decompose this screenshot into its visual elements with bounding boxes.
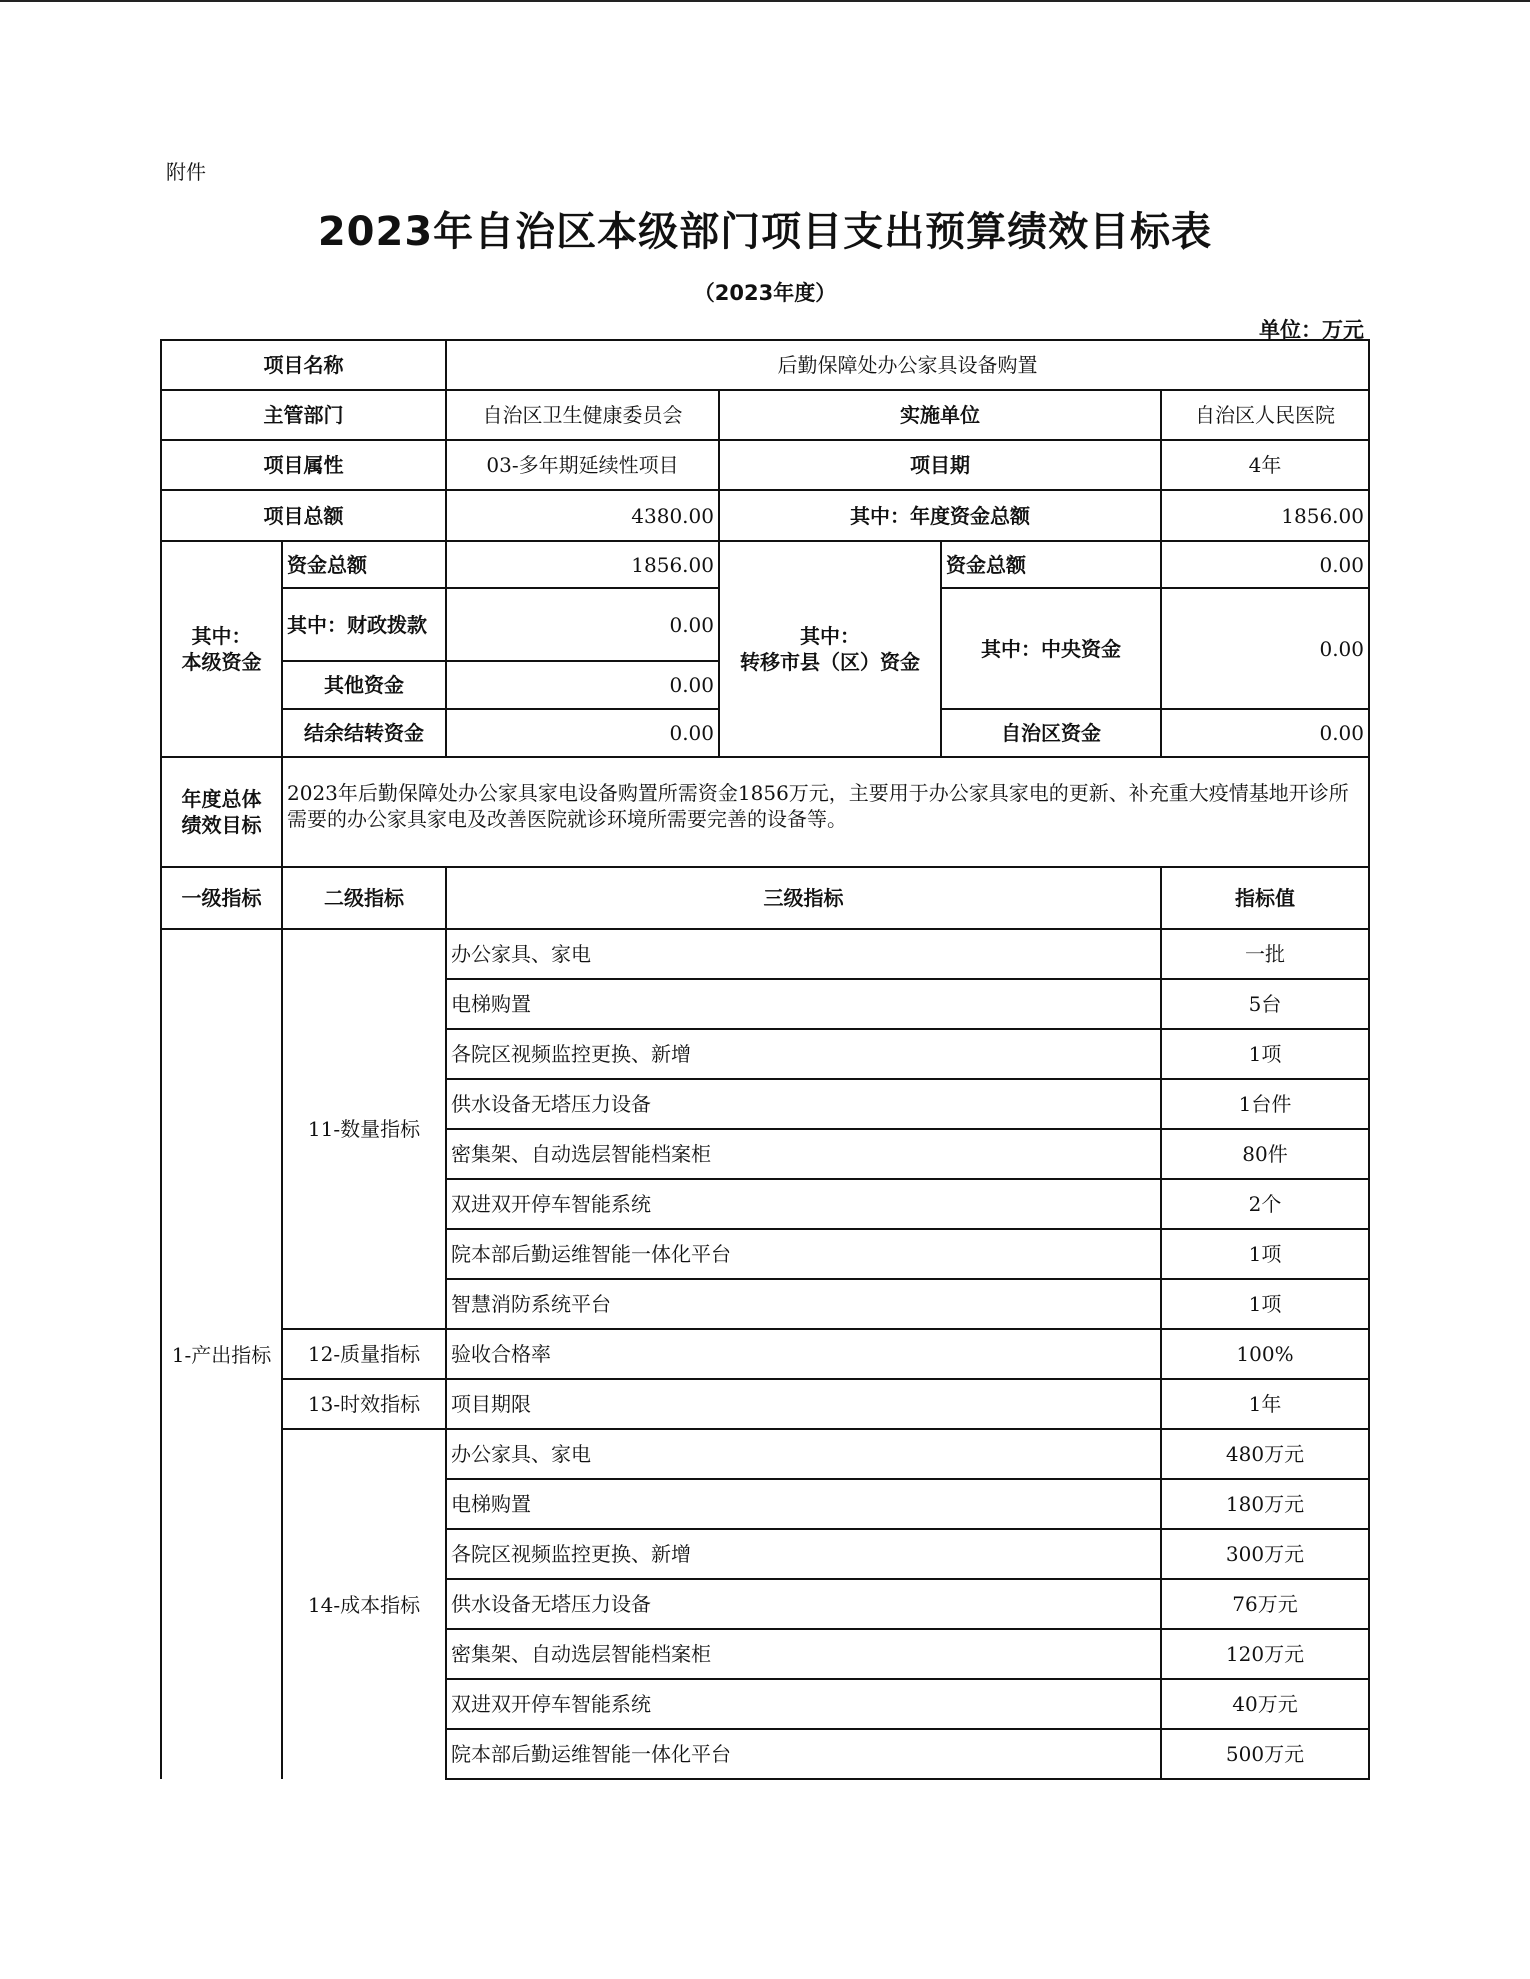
fund-total-label: 资金总额 xyxy=(282,541,446,588)
transfer-total-label: 资金总额 xyxy=(941,541,1161,588)
attr-label: 项目属性 xyxy=(161,440,446,490)
indicator-value: 1年 xyxy=(1161,1379,1369,1429)
fiscal-value: 0.00 xyxy=(446,588,719,661)
region-label: 自治区资金 xyxy=(941,709,1161,757)
indicator-name: 电梯购置 xyxy=(446,1479,1161,1529)
region-value: 0.00 xyxy=(1161,709,1369,757)
indicator-name: 供水设备无塔压力设备 xyxy=(446,1579,1161,1629)
indicator-value: 100% xyxy=(1161,1329,1369,1379)
indicator-name: 密集架、自动选层智能档案柜 xyxy=(446,1129,1161,1179)
level2-header: 二级指标 xyxy=(282,867,446,929)
indicator-name: 密集架、自动选层智能档案柜 xyxy=(446,1629,1161,1679)
quantity-indicator-label: 11-数量指标 xyxy=(282,929,446,1329)
indicator-name: 各院区视频监控更换、新增 xyxy=(446,1529,1161,1579)
cost-indicator-label: 14-成本指标 xyxy=(282,1429,446,1779)
central-label: 其中：中央资金 xyxy=(941,588,1161,709)
other-funds-label: 其他资金 xyxy=(282,661,446,709)
indicator-name: 办公家具、家电 xyxy=(446,929,1161,979)
indicator-name: 院本部后勤运维智能一体化平台 xyxy=(446,1229,1161,1279)
project-name-value: 后勤保障处办公家具设备购置 xyxy=(446,340,1369,390)
unit-label: 单位：万元 xyxy=(1259,318,1364,342)
period-label: 项目期 xyxy=(719,440,1161,490)
page-title: 2023年自治区本级部门项目支出预算绩效目标表 xyxy=(317,209,1213,255)
indicator-value: 300万元 xyxy=(1161,1529,1369,1579)
indicator-name: 办公家具、家电 xyxy=(446,1429,1161,1479)
indicator-value: 1项 xyxy=(1161,1279,1369,1329)
fiscal-label: 其中：财政拨款 xyxy=(282,588,446,661)
indicator-value: 1台件 xyxy=(1161,1079,1369,1129)
indicator-value: 5台 xyxy=(1161,979,1369,1029)
indicator-name: 院本部后勤运维智能一体化平台 xyxy=(446,1729,1161,1779)
impl-label: 实施单位 xyxy=(719,390,1161,440)
dept-value: 自治区卫生健康委员会 xyxy=(446,390,719,440)
other-funds-value: 0.00 xyxy=(446,661,719,709)
indicator-name: 各院区视频监控更换、新增 xyxy=(446,1029,1161,1079)
indicator-name: 验收合格率 xyxy=(446,1329,1161,1379)
quality-indicator-label: 12-质量指标 xyxy=(282,1329,446,1379)
period-value: 4年 xyxy=(1161,440,1369,490)
annual-label: 其中：年度资金总额 xyxy=(719,490,1161,541)
level1-header: 一级指标 xyxy=(161,867,282,929)
indicator-value: 1项 xyxy=(1161,1229,1369,1279)
value-header: 指标值 xyxy=(1161,867,1369,929)
indicator-name: 双进双开停车智能系统 xyxy=(446,1679,1161,1729)
impl-value: 自治区人民医院 xyxy=(1161,390,1369,440)
indicator-value: 76万元 xyxy=(1161,1579,1369,1629)
annual-value: 1856.00 xyxy=(1161,490,1369,541)
time-indicator-label: 13-时效指标 xyxy=(282,1379,446,1429)
attachment-label: 附件 xyxy=(166,160,206,184)
level3-header: 三级指标 xyxy=(446,867,1161,929)
transfer-funds-label: 其中： 转移市县（区）资金 xyxy=(719,541,941,757)
project-name-label: 项目名称 xyxy=(161,340,446,390)
local-funds-label: 其中： 本级资金 xyxy=(161,541,282,757)
indicator-name: 智慧消防系统平台 xyxy=(446,1279,1161,1329)
indicator-name: 电梯购置 xyxy=(446,979,1161,1029)
goal-text: 2023年后勤保障处办公家具家电设备购置所需资金1856万元，主要用于办公家具家电的更新、补充重大疫情基地开诊所需要的办公家具家电及改善医院就诊环境所需要完善的设备等。 xyxy=(282,757,1369,867)
indicator-value: 2个 xyxy=(1161,1179,1369,1229)
indicator-value: 80件 xyxy=(1161,1129,1369,1179)
dept-label: 主管部门 xyxy=(161,390,446,440)
indicator-name: 双进双开停车智能系统 xyxy=(446,1179,1161,1229)
fund-total-value: 1856.00 xyxy=(446,541,719,588)
transfer-total-value: 0.00 xyxy=(1161,541,1369,588)
total-value: 4380.00 xyxy=(446,490,719,541)
indicator-value: 480万元 xyxy=(1161,1429,1369,1479)
indicator-name: 供水设备无塔压力设备 xyxy=(446,1079,1161,1129)
central-value: 0.00 xyxy=(1161,588,1369,709)
indicator-name: 项目期限 xyxy=(446,1379,1161,1429)
attr-value: 03-多年期延续性项目 xyxy=(446,440,719,490)
goal-label: 年度总体 绩效目标 xyxy=(161,757,282,867)
year-subtitle: （2023年度） xyxy=(693,281,837,305)
performance-table xyxy=(160,339,1370,1780)
output-indicator-label: 1-产出指标 xyxy=(161,929,282,1779)
indicator-value: 40万元 xyxy=(1161,1679,1369,1729)
indicator-value: 一批 xyxy=(1161,929,1369,979)
indicator-value: 1项 xyxy=(1161,1029,1369,1079)
indicator-value: 120万元 xyxy=(1161,1629,1369,1679)
indicator-value: 180万元 xyxy=(1161,1479,1369,1529)
carry-label: 结余结转资金 xyxy=(282,709,446,757)
indicator-value: 500万元 xyxy=(1161,1729,1369,1779)
top-border-line xyxy=(0,0,1530,2)
carry-value: 0.00 xyxy=(446,709,719,757)
total-label: 项目总额 xyxy=(161,490,446,541)
